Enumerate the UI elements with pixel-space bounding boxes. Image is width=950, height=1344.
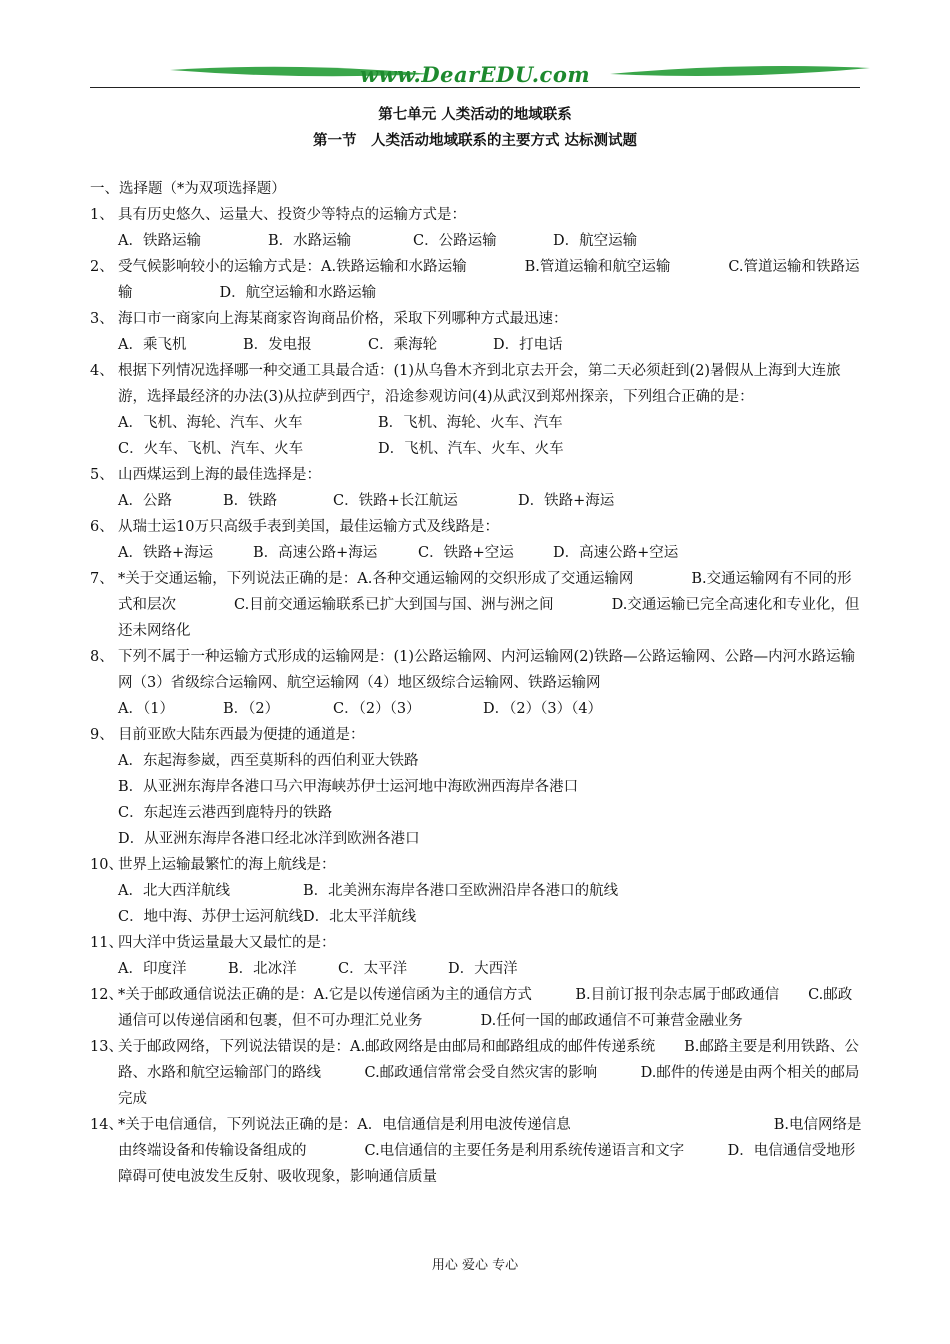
question-4 xyxy=(90,358,862,410)
page-footer: 用心 爱心 专心 xyxy=(431,1258,519,1273)
option-row xyxy=(90,332,862,358)
option-b: B．北冰洋 xyxy=(228,961,297,977)
option-c: C．太平洋 xyxy=(338,961,408,977)
option-d: D．飞机、汽车、火车、火车 xyxy=(378,441,564,457)
question-stem: 从瑞士运10万只高级手表到美国，最佳运输方式及线路是： xyxy=(118,519,499,535)
option-c: C．（2）（3） xyxy=(333,701,421,717)
question-number: 11、 xyxy=(90,935,123,951)
option-c: C．公路运输 xyxy=(413,233,497,249)
option-a: A．公路 xyxy=(118,493,172,509)
question-1 xyxy=(90,202,862,228)
option-c: C．铁路+空运 xyxy=(418,545,514,561)
option-row xyxy=(90,410,862,436)
question-stem: 关于邮政网络，下列说法错误的是：A.邮政网络是由邮局和邮路组成的邮件传递系统 B.邮路主要是利用铁路、公路、水路和航空运输部门的路线 C.邮政通信常常会受自然灾害的影响 D.邮件的传递是由两个相关的邮局完成 xyxy=(118,1039,860,1107)
option-row xyxy=(90,540,862,566)
option-row xyxy=(90,436,862,462)
header-rule xyxy=(90,87,860,88)
question-number: 5、 xyxy=(90,467,114,483)
option-d: D．大西洋 xyxy=(448,961,518,977)
question-11 xyxy=(90,930,862,956)
option-d: D．铁路+海运 xyxy=(518,493,615,509)
option-d: D．高速公路+空运 xyxy=(553,545,679,561)
question-stem: 海口市一商家向上海某商家咨询商品价格，采取下列哪种方式最迅速： xyxy=(118,311,568,327)
site-logo[interactable]: www.DearEDU.com xyxy=(359,62,591,87)
question-stem: *关于电信通信，下列说法正确的是：A．电信通信是利用电波传递信息 B.电信网络是由终端设备和传输设备组成的 C.电信通信的主要任务是利用系统传递语言和文字 D．电信通信受地形障碍可使电波发生反射、吸收现象，影响通信质量 xyxy=(118,1117,862,1185)
option-d: D．从亚洲东海岸各港口经北冰洋到欧洲各港口 xyxy=(118,831,420,847)
option-d: D．北太平洋航线 xyxy=(303,909,417,925)
question-stem: 山西煤运到上海的最佳选择是： xyxy=(118,467,321,483)
option-row xyxy=(90,956,862,982)
option-a: A．铁路+海运 xyxy=(118,545,214,561)
option-b: B．飞机、海轮、火车、汽车 xyxy=(378,415,563,431)
option-a: A．铁路运输 xyxy=(118,233,201,249)
question-number: 2、 xyxy=(90,259,114,275)
question-12 xyxy=(90,982,862,1034)
question-number: 10、 xyxy=(90,857,123,873)
unit-title: 第七单元 人类活动的地域联系 xyxy=(378,106,572,123)
option-b: B．北美洲东海岸各港口至欧洲沿岸各港口的航线 xyxy=(303,883,619,899)
option-a: A．北大西洋航线 xyxy=(118,883,230,899)
question-number: 4、 xyxy=(90,363,114,379)
question-number: 1、 xyxy=(90,207,114,223)
question-13 xyxy=(90,1034,862,1112)
question-10 xyxy=(90,852,862,878)
question-3 xyxy=(90,306,862,332)
question-14 xyxy=(90,1112,862,1190)
option-b: B．水路运输 xyxy=(268,233,352,249)
option-a: A．乘飞机 xyxy=(118,337,187,353)
option-c: C．东起连云港西到鹿特丹的铁路 xyxy=(118,805,333,821)
question-number: 7、 xyxy=(90,571,114,587)
question-number: 9、 xyxy=(90,727,114,743)
option-c: C．乘海轮 xyxy=(368,337,438,353)
option-c: C．地中海、苏伊士运河航线 xyxy=(118,909,304,925)
question-number: 14、 xyxy=(90,1117,123,1133)
section-heading: 一、选择题（*为双项选择题） xyxy=(90,181,286,197)
option-b: B．铁路 xyxy=(223,493,278,509)
question-stem: 受气候影响较小的运输方式是：A.铁路运输和水路运输 B.管道运输和航空运输 C.管道运输和铁路运输 D．航空运输和水路运输 xyxy=(118,259,860,301)
question-number: 8、 xyxy=(90,649,114,665)
option-a: A．印度洋 xyxy=(118,961,187,977)
question-number: 12、 xyxy=(90,987,123,1003)
option-d: D．打电话 xyxy=(493,337,563,353)
question-5 xyxy=(90,462,862,488)
option-c: C．火车、飞机、汽车、火车 xyxy=(118,441,304,457)
option-row xyxy=(90,878,862,904)
question-stem: 具有历史悠久、运量大、投资少等特点的运输方式是： xyxy=(118,207,466,223)
question-stem: 四大洋中货运量最大又最忙的是： xyxy=(118,935,336,951)
question-7 xyxy=(90,566,862,644)
site-header xyxy=(90,60,860,90)
question-2 xyxy=(90,254,862,306)
option-b: B．（2） xyxy=(223,701,280,717)
option-a: A．东起海参崴，西至莫斯科的西伯利亚大铁路 xyxy=(118,753,419,769)
option-row xyxy=(90,228,862,254)
question-stem: 目前亚欧大陆东西最为便捷的通道是： xyxy=(118,727,365,743)
option-row xyxy=(90,696,862,722)
question-8 xyxy=(90,644,862,696)
question-number: 13、 xyxy=(90,1039,123,1055)
question-stem: 根据下列情况选择哪一种交通工具最合适：(1)从乌鲁木齐到北京去开会，第二天必须赶到(2)暑假从上海到大连旅游，选择最经济的办法(3)从拉萨到西宁，沿途参观访问(4)从武汉到郑州探亲，下列组合正确的是： xyxy=(118,363,841,405)
option-row xyxy=(90,904,862,930)
option-a: A．（1） xyxy=(118,701,174,717)
question-9 xyxy=(90,722,862,748)
question-6 xyxy=(90,514,862,540)
question-stem: 下列不属于一种运输方式形成的运输网是：(1)公路运输网、内河运输网(2)铁路—公路运输网、公路—内河水路运输网（3）省级综合运输网、航空运输网（4）地区级综合运输网、铁路运输网 xyxy=(118,649,856,691)
option-c: C．铁路+长江航运 xyxy=(333,493,458,509)
option-row xyxy=(90,488,862,514)
question-list xyxy=(90,176,862,1190)
option-a: A．飞机、海轮、汽车、火车 xyxy=(118,415,303,431)
question-stem: *关于交通运输，下列说法正确的是：A.各种交通运输网的交织形成了交通运输网 B.交通运输网有不同的形式和层次 C.目前交通运输联系已扩大到国与国、洲与洲之间 D.交通运输已完全高速化和专业化，但还未网络化 xyxy=(118,571,860,639)
question-number: 6、 xyxy=(90,519,114,535)
question-stem: 世界上运输最繁忙的海上航线是： xyxy=(118,857,336,873)
section-title: 第一节 人类活动地域联系的主要方式 达标测试题 xyxy=(312,132,638,149)
question-number: 3、 xyxy=(90,311,114,327)
option-d: D．航空运输 xyxy=(553,233,638,249)
option-b: B．从亚洲东海岸各港口马六甲海峡苏伊士运河地中海欧洲西海岸各港口 xyxy=(118,779,579,795)
question-stem: *关于邮政通信说法正确的是：A.它是以传递信函为主的通信方式 B.目前订报刊杂志属于邮政通信 C.邮政通信可以传递信函和包裹，但不可办理汇兑业务 D.任何一国的邮政通信不可兼营金融业务 xyxy=(118,987,853,1029)
option-b: B．发电报 xyxy=(243,337,312,353)
option-d: D．（2）（3）（4） xyxy=(483,701,603,717)
option-b: B．高速公路+海运 xyxy=(253,545,378,561)
